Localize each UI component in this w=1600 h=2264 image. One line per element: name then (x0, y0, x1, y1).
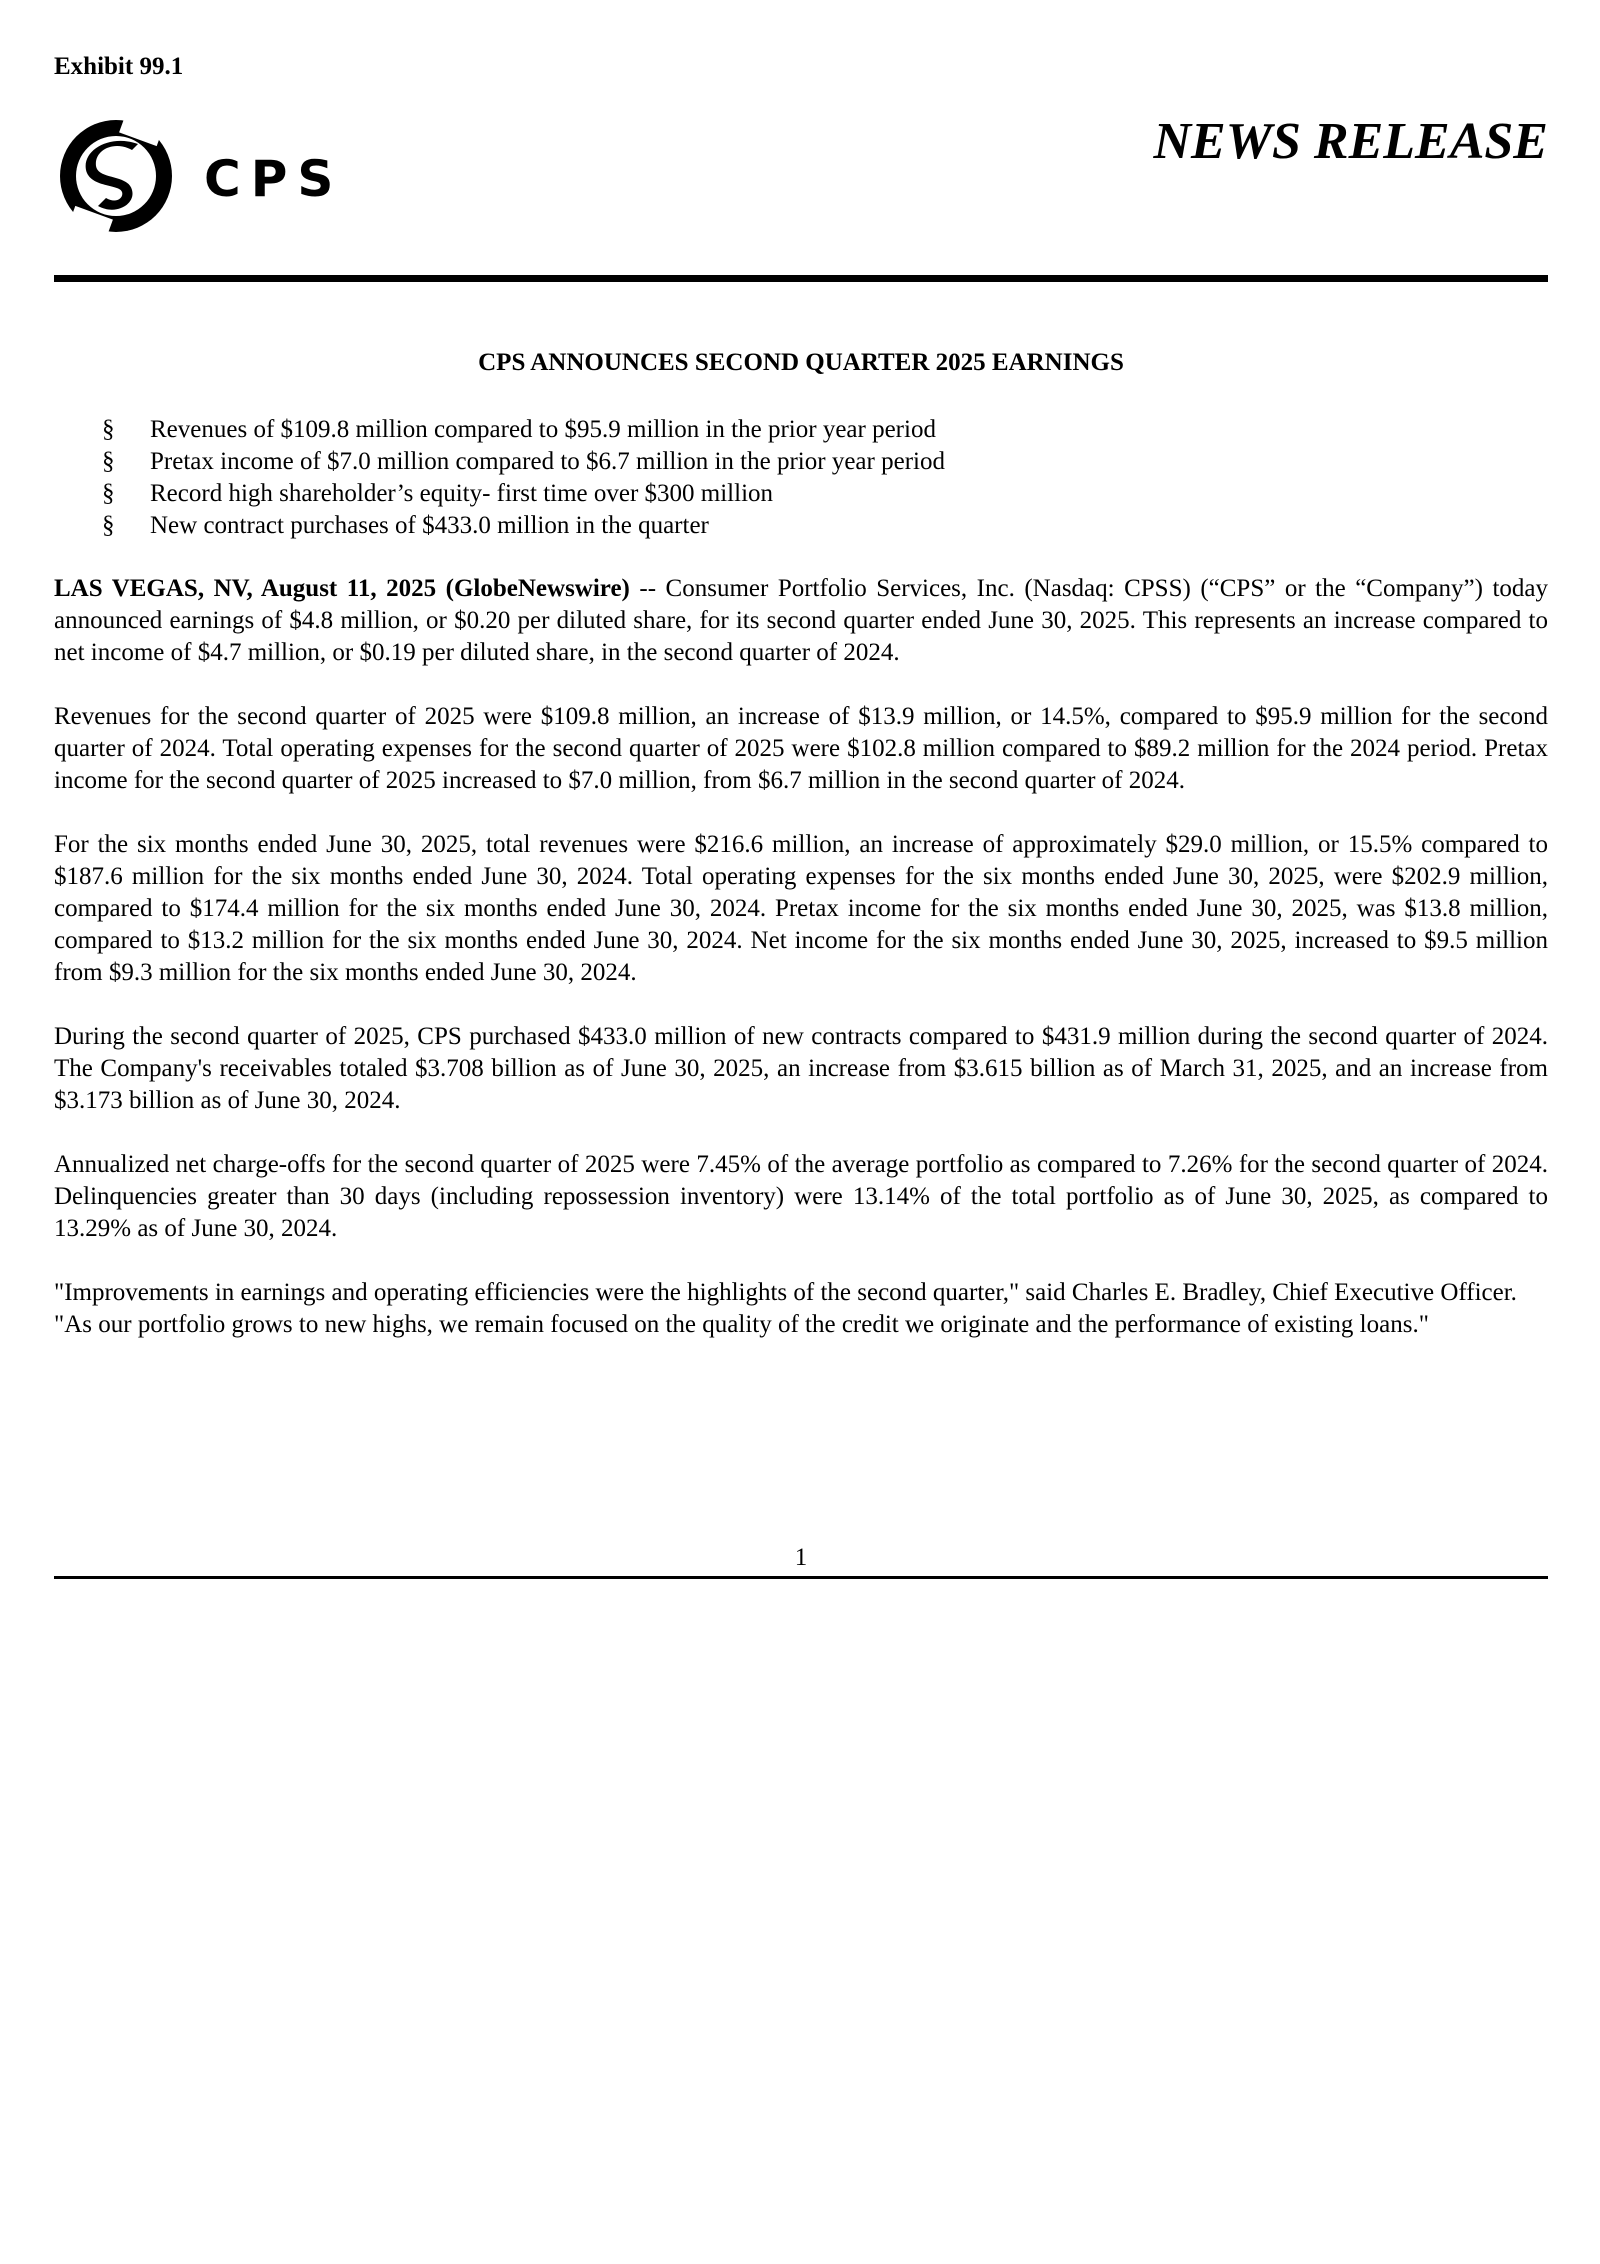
svg-text:CPS: CPS (204, 150, 344, 208)
highlight-text: Record high shareholder’s equity- first time over $300 million (150, 480, 774, 507)
dateline: LAS VEGAS, NV, August 11, 2025 (GlobeNewswire) (54, 575, 630, 602)
header-divider (54, 275, 1548, 282)
highlight-text: Pretax income of $7.0 million compared to $6.7 million in the prior year period (150, 448, 945, 475)
highlights-list (54, 414, 1548, 542)
release-body (54, 573, 1548, 1373)
footer-divider (54, 1576, 1548, 1579)
paragraph-ceo-quote: "Improvements in earnings and operating efficiencies were the highlights of the second quarter," said Charles E. Bradley, Chief Executive Officer. "As our portfolio grows to new highs, we remain focused on the quality of the credit we originate and the performance of existing loans." (54, 1279, 1517, 1338)
section-symbol-icon: § (102, 416, 115, 443)
section-symbol-icon: § (102, 512, 115, 539)
highlight-item (54, 478, 1548, 510)
paragraph-intro-text: -- Consumer Portfolio Services, Inc. (Nasdaq: CPSS) (“CPS” or the “Company”) today announced earnings of $4.8 million, or $0.20 per diluted share, for its second quarter ended June 30, 2025. This represents an increase compared to net income of $4.7 million, or $0.19 per diluted share, in the second quarter of 2024. (54, 575, 1548, 666)
paragraph-contracts: During the second quarter of 2025, CPS purchased $433.0 million of new contracts compared to $431.9 million during the second quarter of 2024. The Company's receivables totaled $3.708 billion as of June 30, 2025, an increase from $3.615 billion as of March 31, 2025, and an increase from $3.173 billion as of June 30, 2024. (54, 1023, 1548, 1114)
paragraph-intro (54, 573, 1548, 669)
paragraph-six-months: For the six months ended June 30, 2025, total revenues were $216.6 million, an increase of approximately $29.0 million, or 15.5% compared to $187.6 million for the six months ended June 30, 2024. Total operating expenses for the six months ended June 30, 2025, were $202.9 million, compared to $174.4 million for the six months ended June 30, 2024. Pretax income for the six months ended June 30, 2025, was $13.8 million, compared to $13.2 million for the six months ended June 30, 2024. Net income for the six months ended June 30, 2025, increased to $9.5 million from $9.3 million for the six months ended June 30, 2024. (54, 831, 1548, 986)
logo-text (204, 150, 343, 208)
highlight-item (54, 414, 1548, 446)
press-release-headline: CPS ANNOUNCES SECOND QUARTER 2025 EARNINGS (478, 349, 1124, 376)
section-symbol-icon: § (102, 448, 115, 475)
cps-swirl-logo-icon (54, 112, 394, 242)
highlight-text: Revenues of $109.8 million compared to $95.9 million in the prior year period (150, 416, 936, 443)
paragraph-quarter-revenues: Revenues for the second quarter of 2025 were $109.8 million, an increase of $13.9 million, or 14.5%, compared to $95.9 million for the second quarter of 2024. Total operating expenses for the second quarter of 2025 were $102.8 million compared to $89.2 million for the 2024 period. Pretax income for the second quarter of 2025 increased to $7.0 million, from $6.7 million in the second quarter of 2024. (54, 703, 1548, 794)
page-number: 1 (794, 1544, 808, 1571)
exhibit-label: Exhibit 99.1 (54, 53, 184, 80)
section-symbol-icon: § (102, 480, 115, 507)
paragraph-charge-offs: Annualized net charge-offs for the second quarter of 2025 were 7.45% of the average portfolio as compared to 7.26% for the second quarter of 2024. Delinquencies greater than 30 days (including repossession inventory) were 13.14% of the total portfolio as of June 30, 2025, as compared to 13.29% as of June 30, 2024. (54, 1151, 1548, 1242)
company-logo (54, 112, 394, 242)
highlight-item (54, 510, 1548, 542)
news-release-title: NEWS RELEASE (1153, 113, 1548, 170)
highlight-text: New contract purchases of $433.0 million in the quarter (150, 512, 709, 539)
highlight-item (54, 446, 1548, 478)
